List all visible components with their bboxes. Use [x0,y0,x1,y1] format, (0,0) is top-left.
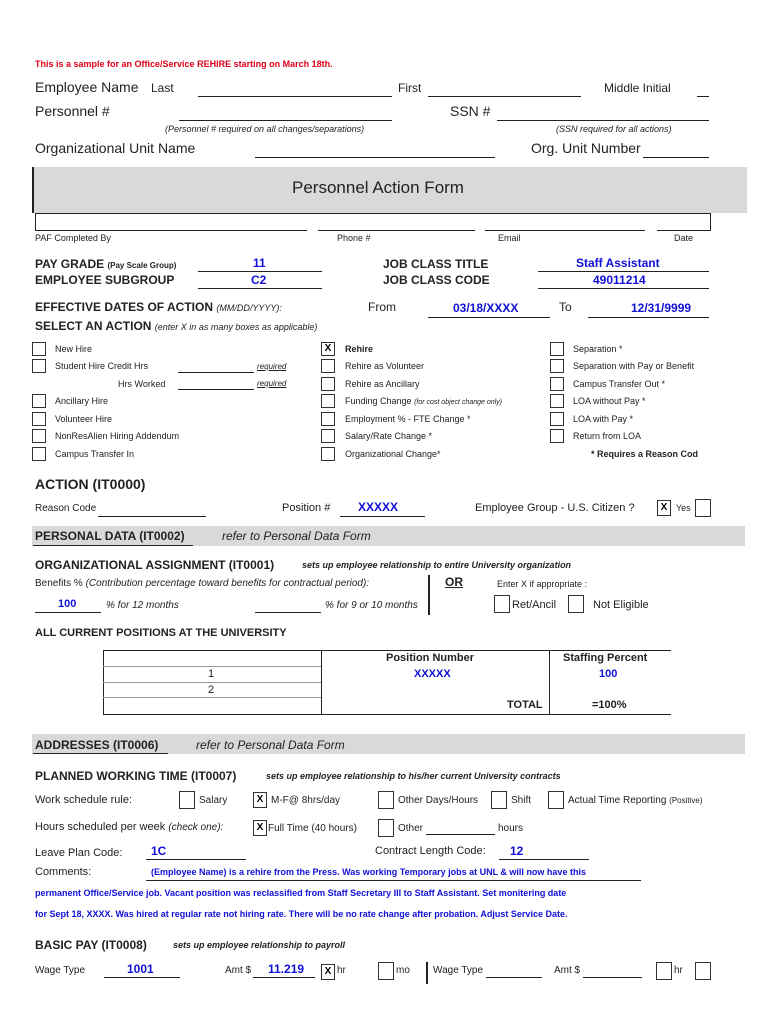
org-unit-name-field[interactable] [255,157,495,158]
date-label: Date [674,233,694,243]
divider [710,213,711,231]
student-hire-checkbox[interactable] [32,359,46,373]
fte-change-checkbox[interactable] [321,412,335,426]
position-number-header: Position Number [386,652,475,664]
rehire-volunteer-label: Rehire as Volunteer [345,361,425,371]
hr-checkbox[interactable]: X [321,964,335,980]
basic-pay-desc: sets up employee relationship to payroll [173,940,346,950]
subgroup-field[interactable] [198,288,322,289]
middle-initial-field[interactable] [697,96,709,97]
nonres-alien-label: NonResAlien Hiring Addendum [55,431,180,441]
comments-label: Comments: [35,866,92,878]
other-hours-label: Other [398,823,424,834]
divider [35,213,36,231]
credit-hrs-required: required [257,362,287,371]
student-hire-label: Student Hire Credit Hrs [55,361,149,371]
rehire-label: Rehire [345,344,374,354]
from-date-field[interactable] [428,317,550,318]
middle-initial-label: Middle Initial [604,81,671,95]
us-citizen-no-checkbox[interactable] [695,499,711,517]
org-unit-number-field[interactable] [643,157,709,158]
email-label: Email [498,233,521,243]
mo-checkbox[interactable] [378,962,394,980]
new-hire-checkbox[interactable] [32,342,46,356]
divider [103,697,321,698]
org-unit-name-label: Organizational Unit Name [35,140,196,156]
comment-line-3: for Sept 18, XXXX. Was hired at regular rate not hiring rate. There will be no rate change after probation. Adjust Service Date. [35,909,568,919]
yes-label: Yes [676,503,691,513]
reason-code-note: * Requires a Reason Cod [591,449,699,459]
divider [103,666,321,667]
ssn-note: (SSN required for all actions) [556,124,672,134]
job-title-value: Staff Assistant [576,256,660,270]
actual-time-checkbox[interactable] [548,791,564,809]
hrs-worked-label: Hrs Worked [118,379,166,389]
salary-change-label: Salary/Rate Change * [345,431,433,441]
last-name-field[interactable] [198,96,392,97]
pct9-field[interactable] [255,612,321,613]
leave-plan-label: Leave Plan Code: [35,847,123,859]
job-title-field[interactable] [538,271,709,272]
separation-label: Separation * [573,344,623,354]
pct9-label: % for 9 or 10 months [325,600,418,611]
divider [549,650,550,714]
campus-transfer-in-label: Campus Transfer In [55,449,135,459]
reason-code-label: Reason Code [35,503,97,514]
loa-without-pay-label: LOA without Pay * [573,396,646,406]
shift-checkbox[interactable] [491,791,507,809]
other-days-label: Other Days/Hours [398,795,479,806]
org-assignment-desc: sets up employee relationship to entire University organization [302,560,572,570]
separation-pay-checkbox[interactable] [550,359,564,373]
campus-transfer-out-label: Campus Transfer Out * [573,379,666,389]
enter-x-label: Enter X if appropriate : [497,579,588,589]
select-action-label: SELECT AN ACTION (enter X in as many boxes as applicable) [35,319,318,333]
divider [33,753,168,754]
org-assignment-title: ORGANIZATIONAL ASSIGNMENT (IT0001) [35,558,275,572]
hrs-worked-required: required [257,379,287,388]
salary-checkbox[interactable] [179,791,195,809]
pct12-field[interactable] [35,612,101,613]
loa-with-pay-checkbox[interactable] [550,412,564,426]
separation-pay-label: Separation with Pay or Benefit [573,361,695,371]
divider [321,650,322,714]
hours-label: Hours scheduled per week (check one): [35,821,224,833]
contract-length-value: 12 [510,844,524,858]
personnel-label: Personnel # [35,103,110,119]
wage-type-2-label: Wage Type [433,965,484,976]
funding-change-label: Funding Change (for cost object change only) [345,396,503,406]
divider [428,575,430,615]
action-title: ACTION (IT0000) [35,476,146,492]
contract-length-label: Contract Length Code: [375,845,486,857]
reason-code-field[interactable] [98,516,206,517]
rehire-volunteer-checkbox[interactable] [321,359,335,373]
volunteer-hire-label: Volunteer Hire [55,414,113,424]
planned-title: PLANNED WORKING TIME (IT0007) [35,769,237,783]
not-eligible-label: Not Eligible [593,599,649,611]
loa-without-pay-checkbox[interactable] [550,394,564,408]
ssn-label: SSN # [450,103,491,119]
effective-dates-label: EFFECTIVE DATES OF ACTION (MM/DD/YYYY): [35,300,282,314]
form-title: Personnel Action Form [292,178,464,197]
rehire-checkbox[interactable]: X [321,342,335,356]
divider [426,962,428,984]
table-row-number: 1 [208,668,215,680]
salary-label: Salary [199,795,228,806]
volunteer-hire-checkbox[interactable] [32,412,46,426]
amt-field[interactable] [253,977,315,978]
leave-plan-value: 1C [151,844,167,858]
pct12-value: 100 [58,598,77,610]
positions-title: ALL CURRENT POSITIONS AT THE UNIVERSITY [35,627,287,639]
paf-completed-label: PAF Completed By [35,233,111,243]
campus-transfer-in-checkbox[interactable] [32,447,46,461]
table-row-number: 2 [208,684,215,696]
job-code-field[interactable] [538,288,709,289]
employee-name-label: Employee Name [35,79,139,95]
schedule-label: Work schedule rule: [35,794,133,806]
job-title-label: JOB CLASS TITLE [383,257,489,271]
paf-completed-field[interactable] [35,230,307,231]
ret-ancil-checkbox[interactable] [494,595,510,613]
pay-grade-label: PAY GRADE (Pay Scale Group) [35,257,177,271]
pay-grade-value: 11 [253,256,266,270]
comment-line-1: (Employee Name) is a rehire from the Press. Was working Temporary jobs at UNL & will now have this [151,867,586,877]
subgroup-value: C2 [251,273,267,287]
comment-line-2: permanent Office/Service job. Vacant position was reclassified from Staff Secretary III to Staff Assistant. Set monitering date [35,888,567,898]
planned-desc: sets up employee relationship to his/her current University contracts [266,771,561,781]
org-change-checkbox[interactable] [321,447,335,461]
mo-2-checkbox[interactable] [695,962,711,980]
from-label: From [368,300,396,314]
position-value: XXXXX [358,500,399,514]
subgroup-label: EMPLOYEE SUBGROUP [35,273,175,287]
other-hours-checkbox[interactable] [378,819,394,837]
mf-checkbox[interactable]: X [253,792,267,808]
ancillary-hire-label: Ancillary Hire [55,396,109,406]
comment-line-1-field [146,880,641,881]
leave-plan-field[interactable] [146,859,246,860]
fte-change-label: Employment % - FTE Change * [345,414,471,424]
phone-field[interactable] [318,230,475,231]
org-unit-number-label: Org. Unit Number [531,140,641,156]
amt-2-field[interactable] [583,977,642,978]
personnel-note: (Personnel # required on all changes/separations) [165,124,365,134]
basic-pay-title: BASIC PAY (IT0008) [35,938,147,952]
or-label: OR [445,575,463,589]
return-loa-checkbox[interactable] [550,429,564,443]
divider [35,213,710,214]
ret-ancil-label: Ret/Ancil [512,599,557,611]
hrs-worked-field[interactable] [178,389,254,390]
other-hours-field[interactable] [426,834,495,835]
salary-change-checkbox[interactable] [321,429,335,443]
hr-2-checkbox[interactable] [656,962,672,980]
hr-label: hr [337,965,346,976]
hours-word: hours [498,823,524,834]
ssn-field[interactable] [497,120,709,121]
credit-hrs-field[interactable] [178,372,254,373]
total-value: =100% [592,699,627,711]
table-row-staffing: 100 [599,668,618,680]
mf-label: M-F@ 8hrs/day [271,795,341,806]
funding-change-checkbox[interactable] [321,394,335,408]
to-date-field[interactable] [588,317,709,318]
first-label: First [398,81,422,95]
staffing-percent-header: Staffing Percent [563,652,648,664]
divider [33,545,193,546]
sample-notice: This is a sample for an Office/Service REHIRE starting on March 18th. [35,59,333,69]
mo-label: mo [396,965,410,976]
not-eligible-checkbox[interactable] [568,595,584,613]
total-label: TOTAL [507,699,543,711]
amt-2-label: Amt $ [554,965,581,976]
separation-checkbox[interactable] [550,342,564,356]
benefits-label: Benefits % (Contribution percentage toward benefits for contractual period): [35,578,370,589]
amt-value: 11.219 [268,962,305,976]
last-label: Last [151,81,174,95]
other-days-checkbox[interactable] [378,791,394,809]
amt-label: Amt $ [225,965,252,976]
wage-type-label: Wage Type [35,965,86,976]
pct12-label: % for 12 months [106,600,179,611]
divider [103,682,321,683]
table-row-position: XXXXX [414,668,451,680]
personnel-field[interactable] [179,120,392,121]
position-field[interactable] [340,516,425,517]
campus-transfer-out-checkbox[interactable] [550,377,564,391]
addresses-title: ADDRESSES (IT0006) [35,738,159,752]
personal-data-ref: refer to Personal Data Form [222,529,371,543]
hr-2-label: hr [674,965,683,976]
loa-with-pay-label: LOA with Pay * [573,414,634,424]
full-time-label: Full Time (40 hours) [268,823,357,834]
return-loa-label: Return from LOA [573,431,642,441]
date-field[interactable] [657,230,710,231]
job-code-label: JOB CLASS CODE [383,273,490,287]
shift-label: Shift [511,795,532,806]
first-name-field[interactable] [428,96,581,97]
org-change-label: Organizational Change* [345,449,441,459]
wage-type-value: 1001 [127,962,154,976]
job-code-value: 49011214 [593,273,646,287]
us-citizen-yes-checkbox[interactable]: X [657,500,671,516]
wage-type-field[interactable] [104,977,180,978]
rehire-ancillary-checkbox[interactable] [321,377,335,391]
new-hire-label: New Hire [55,344,93,354]
rehire-ancillary-label: Rehire as Ancillary [345,379,420,389]
ancillary-hire-checkbox[interactable] [32,394,46,408]
to-label: To [559,300,572,314]
employee-group-label: Employee Group - U.S. Citizen ? [475,502,635,514]
personal-data-title: PERSONAL DATA (IT0002) [35,529,185,543]
addresses-ref: refer to Personal Data Form [196,738,345,752]
from-date-value: 03/18/XXXX [453,301,519,315]
pay-grade-field[interactable] [198,271,322,272]
to-date-value: 12/31/9999 [631,301,692,315]
nonres-alien-checkbox[interactable] [32,429,46,443]
contract-length-field[interactable] [499,859,589,860]
full-time-checkbox[interactable]: X [253,820,267,836]
email-field[interactable] [485,230,645,231]
actual-time-label: Actual Time Reporting (Positive) [568,795,703,806]
position-label: Position # [282,502,331,514]
wage-type-2-field[interactable] [486,977,542,978]
phone-label: Phone # [337,233,371,243]
